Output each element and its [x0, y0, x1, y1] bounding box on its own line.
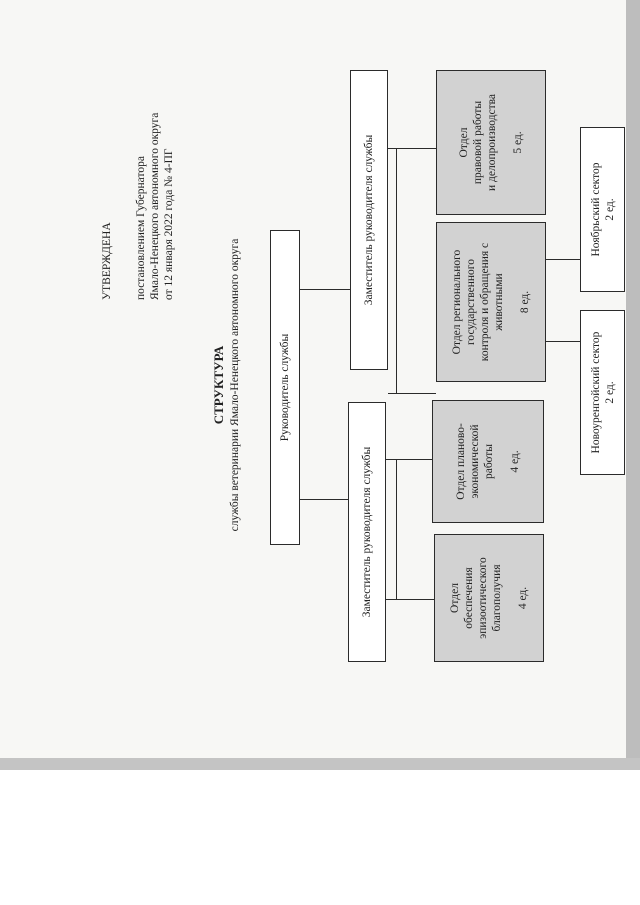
connector-line	[546, 341, 580, 342]
department-name: Отдел правовой работы и делопроизводства	[458, 94, 498, 191]
approval-line-3: от 12 января 2022 года № 4-ПГ	[163, 148, 175, 300]
department-box	[434, 534, 544, 662]
connector-line	[300, 499, 348, 500]
department-name: Отдел планово- экономической работы	[455, 423, 495, 500]
sector-box	[580, 310, 625, 475]
department-box	[436, 222, 546, 382]
department-count: 8 ед.	[519, 290, 531, 314]
approval-line-1: постановлением Губернатора	[135, 156, 147, 300]
approval-line-2: Ямало-Ненецкого автономного округа	[149, 112, 161, 300]
department-name: Отдел обеспечения эпизоотического благополучия	[449, 557, 503, 639]
connector-line	[388, 148, 436, 149]
department-count: 4 ед.	[517, 586, 529, 610]
connector-line	[546, 259, 580, 260]
deputy-left-box	[348, 402, 386, 662]
deputy-right-box	[350, 70, 388, 370]
deputy-right-label: Заместитель руководителя службы	[363, 134, 375, 306]
connector-line	[396, 460, 397, 600]
connector-line	[386, 599, 434, 600]
department-count: 5 ед.	[512, 131, 524, 154]
department-name: Отдел регионального государственного контроля и обращения с животными	[451, 242, 505, 362]
department-box	[436, 70, 546, 215]
department-box	[432, 400, 544, 523]
page-subtitle: службы ветеринарии Ямало-Ненецкого автономного округа	[229, 238, 241, 532]
page-title: СТРУКТУРА	[211, 345, 226, 425]
connector-line	[396, 149, 397, 394]
sector-count: 2 ед.	[603, 198, 616, 221]
sector-box	[580, 127, 625, 292]
head-label: Руководитель службы	[279, 333, 291, 442]
head-box	[270, 230, 300, 545]
sector-name: Ноябрьский сектор	[589, 162, 602, 257]
department-count: 4 ед.	[509, 450, 521, 473]
sector-name: Новоуренгойский сектор	[589, 331, 602, 454]
approval-heading: УТВЕРЖДЕНА	[101, 222, 113, 300]
deputy-left-label: Заместитель руководителя службы	[361, 446, 373, 618]
sector-count: 2 ед.	[603, 381, 616, 404]
connector-line	[300, 289, 350, 290]
connector-line	[386, 459, 432, 460]
connector-line	[388, 393, 436, 394]
